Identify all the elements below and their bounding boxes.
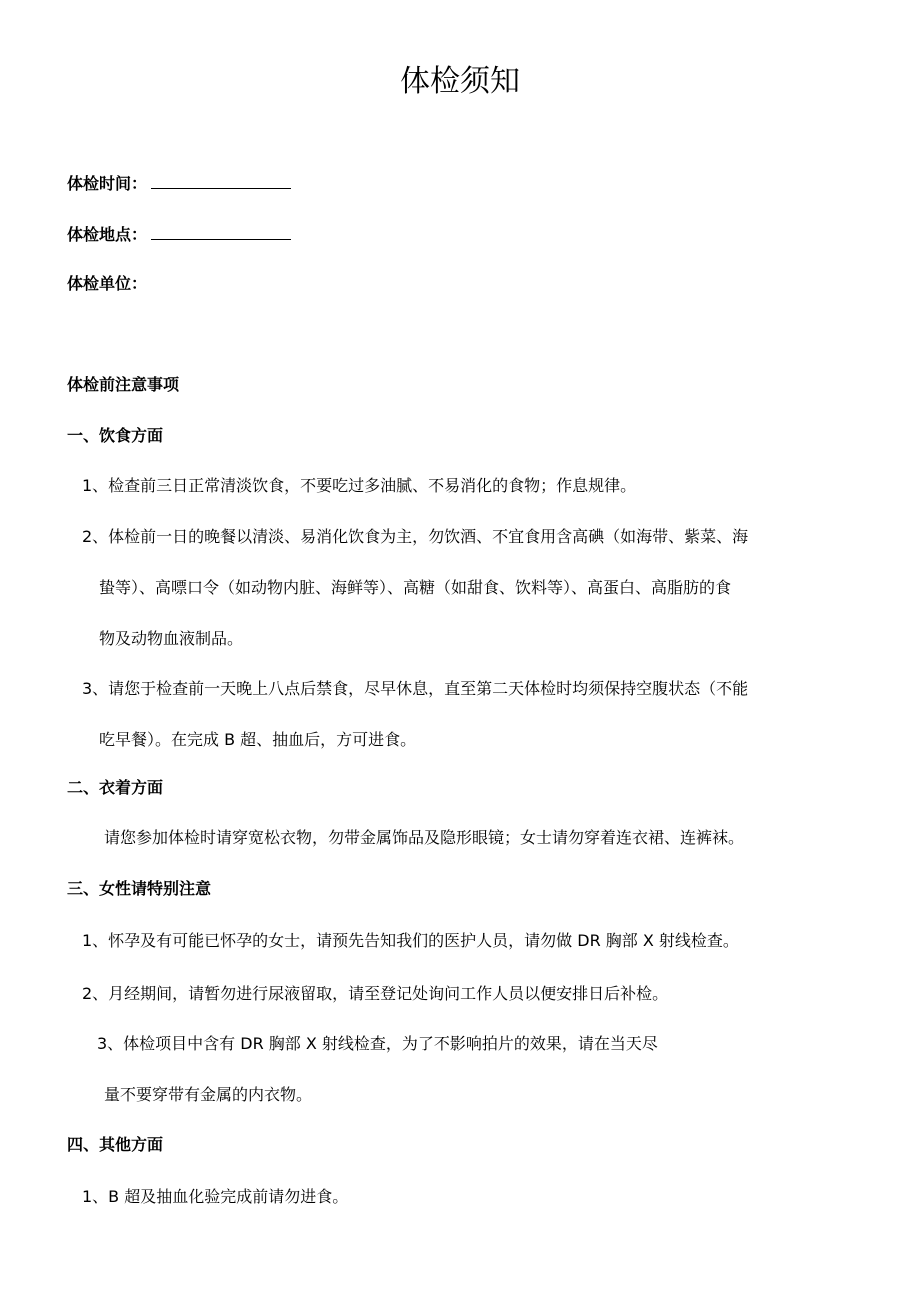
diet-item-3 [82,663,748,765]
page-title: 体检须知 [400,64,520,99]
diet-item-3-line-1: 3、请您于检查前一天晚上八点后禁食，尽早休息，直至第二天体检时均须保持空腹状态（不能 [82,679,749,698]
exam-place-blank [151,222,291,240]
diet-item-1: 1、检查前三日正常清淡饮食，不要吃过多油腻、不易消化的食物；作息规律。 [82,476,637,495]
women-item-3-line-2: 量不要穿带有金属的内衣物。 [104,1085,313,1104]
women-item-3 [97,1018,658,1120]
notice-heading: 体检前注意事项 [67,375,180,394]
section-women-heading: 三、女性请特别注意 [67,879,212,898]
section-clothing-heading: 二、衣着方面 [67,778,164,797]
women-item-1: 1、怀孕及有可能已怀孕的女士，请预先告知我们的医护人员，请勿做 DR 胸部 X 射线检查。 [82,931,739,950]
diet-item-2 [82,511,748,664]
diet-item-3-line-2: 吃早餐）。在完成 B 超、抽血后，方可进食。 [99,730,417,749]
section-diet-heading: 一、饮食方面 [67,426,164,445]
exam-place-field [67,222,291,246]
exam-time-field [67,171,291,195]
exam-time-blank [151,171,291,189]
exam-unit-label: 体检单位： [67,274,148,293]
diet-item-2-line-3: 物及动物血液制品。 [99,629,244,648]
women-item-2: 2、月经期间，请暂勿进行尿液留取，请至登记处询问工作人员以便安排日后补检。 [82,984,669,1003]
exam-place-label: 体检地点： [67,225,148,244]
exam-unit-field [67,273,147,295]
other-item-1: 1、B 超及抽血化验完成前请勿进食。 [82,1187,349,1206]
exam-time-label: 体检时间： [67,174,148,193]
diet-item-2-line-2: 蛰等）、高嘌口令（如动物内脏、海鲜等）、高糖（如甜食、饮料等）、高蛋白、高脂肪的食 [99,578,732,597]
diet-item-2-line-1: 2、体检前一日的晚餐以清淡、易消化饮食为主，勿饮酒、不宜食用含高碘（如海带、紫菜、海 [82,527,749,546]
clothing-text: 请您参加体检时请穿宽松衣物，勿带金属饰品及隐形眼镜；女士请勿穿着连衣裙、连裤袜。 [104,828,745,847]
section-other-heading: 四、其他方面 [67,1135,164,1154]
women-item-3-line-1: 3、体检项目中含有 DR 胸部 X 射线检查，为了不影响拍片的效果，请在当天尽 [97,1034,658,1053]
